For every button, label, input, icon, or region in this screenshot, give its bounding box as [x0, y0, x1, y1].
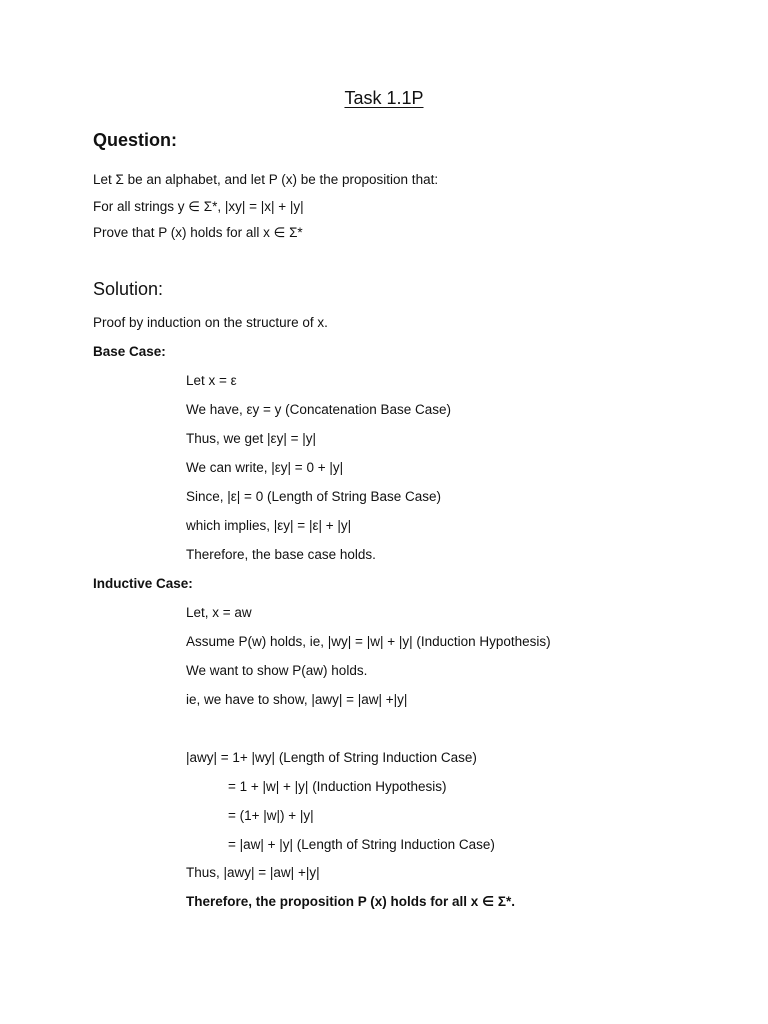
question-line-3: Prove that P (x) holds for all x ∈ Σ* [93, 225, 303, 240]
base-case-line-6: which implies, |εy| = |ε| + |y| [186, 518, 352, 533]
conclusion-line: Therefore, the proposition P (x) holds for all x ∈ Σ*. [186, 894, 515, 909]
derivation-line-4: = |aw| + |y| (Length of String Induction Case) [228, 837, 495, 852]
inductive-case-line-1: Let, x = aw [186, 605, 252, 620]
inductive-case-label: Inductive Case: [93, 576, 193, 591]
inductive-case-line-3: We want to show P(aw) holds. [186, 663, 368, 678]
question-heading: Question: [93, 130, 177, 150]
title-text: Task 1.1P [344, 88, 424, 108]
base-case-line-5: Since, |ε| = 0 (Length of String Base Case) [186, 489, 442, 504]
base-case-line-7: Therefore, the base case holds. [186, 547, 376, 562]
inductive-case-line-4: ie, we have to show, |awy| = |aw| +|y| [186, 692, 408, 707]
base-case-line-3: Thus, we get |εy| = |y| [186, 431, 316, 446]
derivation-line-1: |awy| = 1+ |wy| (Length of String Induction Case) [186, 750, 477, 765]
question-line-2: For all strings y ∈ Σ*, |xy| = |x| + |y| [93, 199, 304, 214]
base-case-label: Base Case: [93, 344, 166, 359]
base-case-line-4: We can write, |εy| = 0 + |y| [186, 460, 344, 475]
solution-heading: Solution: [93, 279, 164, 299]
solution-intro: Proof by induction on the structure of x. [93, 315, 328, 330]
inductive-case-line-2: Assume P(w) holds, ie, |wy| = |w| + |y| (Induction Hypothesis) [186, 634, 551, 649]
base-case-line-1: Let x = ε [186, 373, 237, 388]
page-title [0, 88, 768, 109]
derivation-line-3: = (1+ |w|) + |y| [228, 808, 314, 823]
base-case-line-2: We have, εy = y (Concatenation Base Case) [186, 402, 452, 417]
thus-line: Thus, |awy| = |aw| +|y| [186, 865, 320, 880]
question-line-1: Let Σ be an alphabet, and let P (x) be the proposition that: [93, 172, 439, 187]
derivation-line-2: = 1 + |w| + |y| (Induction Hypothesis) [228, 779, 447, 794]
